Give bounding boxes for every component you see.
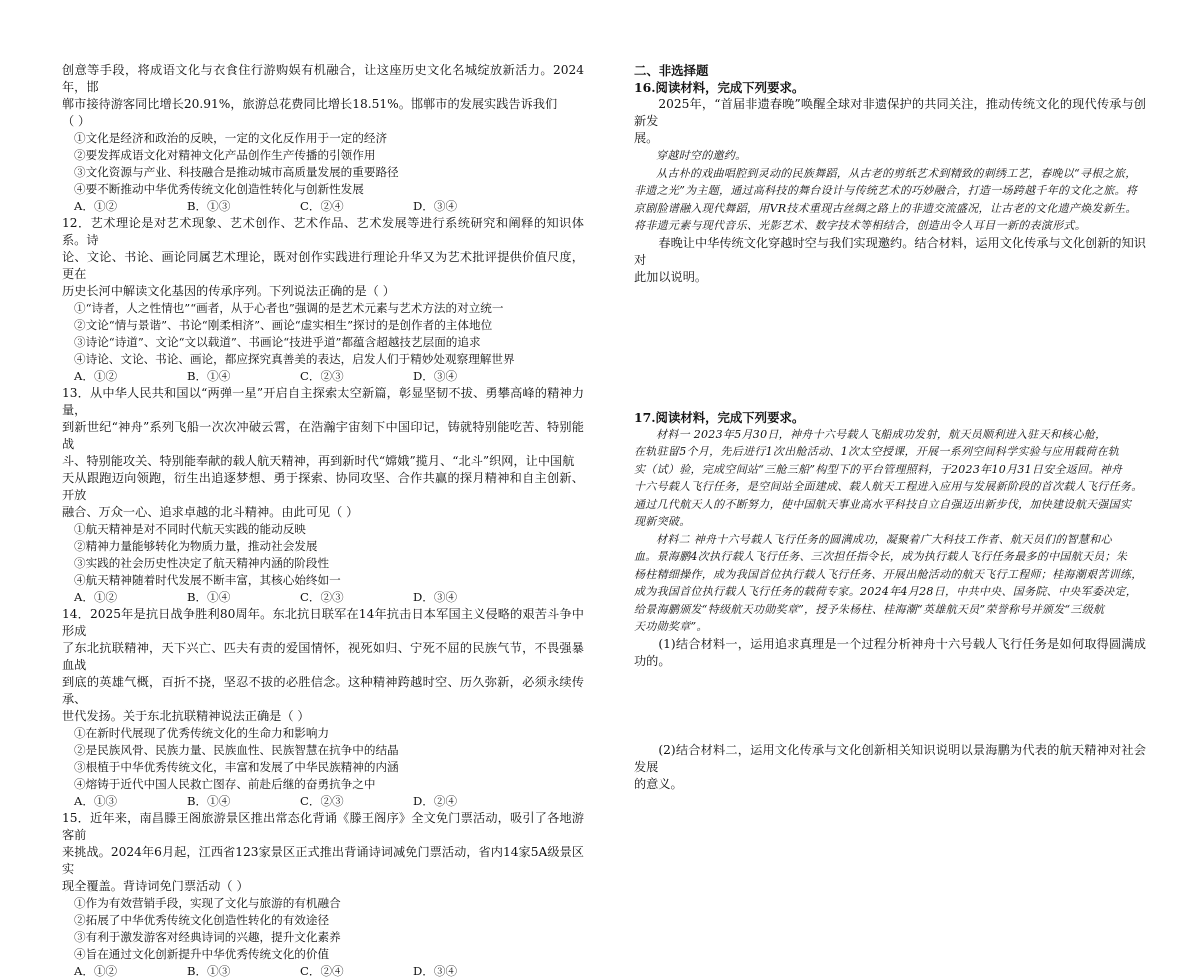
q17-material-line: 十六号载人飞行任务，是空间站全面建成、载人航天工程进入应用与发展新阶段的首次载人飞行任务。 [634, 480, 1143, 493]
q16-material [634, 147, 1146, 235]
q12-options [62, 300, 584, 368]
q17-sub2-line: 的意义。 [634, 776, 683, 791]
left-column [62, 62, 584, 980]
option: ③诗论“诗道”、文论“文以载道”、书画论“技进乎道”都蕴含超越技艺层面的追求 [74, 335, 481, 349]
answer-b: B．①④ [187, 590, 231, 604]
option: ②是民族风骨、民族力量、民族血性、民族智慧在抗争中的结晶 [74, 743, 399, 757]
q14-line: 了东北抗联精神，天下兴亡、匹夫有责的爱国情怀，视死如归、宁死不屈的民族气节，不畏强暴血战 [62, 641, 584, 672]
q14-line: 世代发扬。关于东北抗联精神说法正确是（ ） [62, 709, 310, 723]
option: ①“诗者，人之性情也”“画者，从于心者也”强调的是艺术元素与艺术方法的对立统一 [74, 301, 504, 315]
answer-b: B．①③ [187, 964, 231, 978]
option: ④旨在通过文化创新提升中华优秀传统文化的价值 [74, 947, 330, 961]
q13-line: 天从跟跑迈向领跑，衍生出追逐梦想、勇于探索、协同攻坚、合作共赢的探月精神和自主创新、开放 [62, 471, 584, 502]
q17-material-line: 实（试）验，完成空间站“三舱三船”构型下的平台管理照料，于2023年10月31日安全返回。神舟 [634, 462, 1123, 476]
q15-options [62, 895, 584, 963]
answer-d: D．③④ [413, 590, 458, 604]
option: ③根植于中华优秀传统文化，丰富和发展了中华民族精神的内涵 [74, 760, 399, 774]
option: ①文化是经济和政治的反映，一定的文化反作用于一定的经济 [74, 131, 388, 145]
q16-intro-line: 展。 [634, 131, 659, 145]
answer-c: C．②④ [300, 964, 344, 978]
q17-material-line: 成为我国首位执行载人飞行任务的载荷专家。2024年4月28日，中共中央、国务院、中央军委决定， [634, 585, 1138, 598]
q17-material-1 [634, 426, 1146, 531]
option: ②精神力量能够转化为物质力量，推动社会发展 [74, 539, 318, 553]
q17-material-line: 现新突破。 [634, 515, 691, 528]
right-column [634, 62, 1146, 793]
q17-material-line: 天功勋奖章”。 [634, 620, 708, 633]
q15-line: 现全覆盖。背诗词免门票活动（ ） [62, 879, 249, 893]
q12-line: 12．艺术理论是对艺术现象、艺术创作、艺术作品、艺术发展等进行系统研究和阐释的知识体系。诗 [62, 216, 584, 247]
q12-answers [62, 368, 584, 385]
q16-answer-space [634, 286, 1146, 409]
option: ④诗论、文论、书论、画论，都应探究真善美的表达，启发人们于精妙处观察理解世界 [74, 352, 515, 366]
answer-b: B．①③ [187, 199, 231, 213]
q14-stem [62, 606, 584, 725]
q14-line: 到底的英雄气概，百折不挠，坚忍不拔的必胜信念。这种精神跨越时空、历久弥新，必须永续传承、 [62, 675, 584, 706]
option: ①航天精神是对不同时代航天实践的能动反映 [74, 522, 306, 536]
answer-c: C．②③ [300, 794, 344, 808]
q16-material-line: 非遗之光”为主题，通过高科技的舞台设计与传统艺术的巧妙融合，打造一场跨越千年的文化之旅。将 [634, 184, 1138, 197]
option: ②拓展了中华优秀传统文化创造性转化的有效途径 [74, 913, 330, 927]
option: ②文论“情与景谐”、书论“刚柔相济”、画论“虚实相生”探讨的是创作者的主体地位 [74, 318, 493, 332]
option: ①作为有效营销手段，实现了文化与旅游的有机融合 [74, 896, 341, 910]
q16-question [634, 235, 1146, 286]
q17-sub2-line: (2)结合材料二，运用文化传承与文化创新相关知识说明以景海鹏为代表的航天精神对社会发展 [634, 742, 1146, 774]
q11-answers [62, 198, 584, 215]
q16-material-line: 将非遗元素与现代音乐、光影艺术、数字技术等相结合，创造出令人耳目一新的表演形式。 [634, 219, 1086, 232]
answer-b: B．①④ [187, 794, 231, 808]
q17-material-line: 给景海鹏颁发“特级航天功勋奖章”，授予朱杨柱、桂海潮“英雄航天员”荣誉称号并颁发“三级航 [634, 602, 1105, 616]
answer-d: D．③④ [413, 199, 458, 213]
q13-line: 到新世纪“神舟”系列飞船一次次冲破云霄，在浩瀚宇宙刻下中国印记，铸就特别能吃苦、特别能战 [62, 420, 584, 451]
q17-material-line: 在轨驻留5个月，先后进行1次出舱活动、1次太空授课，开展一系列空间科学实验与应用载荷在轨 [634, 445, 1120, 458]
q13-line: 斗、特别能攻关、特别能奉献的载人航天精神，再到新时代“嫦娥”揽月、“北斗”织网，让中国航 [62, 454, 575, 468]
q16-intro-line: 2025年，“首届非遗春晚”唤醒全球对非遗保护的共同关注，推动传统文化的现代传承与创新发 [634, 97, 1146, 128]
q17-material-line: 血。景海鹏4次执行载人飞行任务、三次担任指令长，成为执行载人飞行任务最多的中国航天员；朱 [634, 550, 1128, 563]
q16-question-line: 此加以说明。 [634, 269, 708, 284]
q17-material-line: 通过几代航天人的不断努力，使中国航天事业高水平科技自立自强迈出新步伐，加快建设航天强国实 [634, 497, 1132, 511]
option: ③有利于激发游客对经典诗词的兴趣，提升文化素养 [74, 930, 341, 944]
q15-line: 来挑战。2024年6月起，江西省123家景区正式推出背诵诗词减免门票活动，省内14家5A级景区实 [62, 845, 584, 876]
q11-line: 郸市接待游客同比增长20.91%，旅游总花费同比增长18.51%。邯郸市的发展实践告诉我们 [62, 97, 558, 111]
answer-d: D．③④ [413, 964, 458, 978]
answer-a: A．①② [74, 964, 118, 978]
option: ②要发挥成语文化对精神文化产品创作生产传播的引领作用 [74, 148, 376, 162]
q11-line: 创意等手段，将成语文化与衣食住行游购娱有机融合，让这座历史文化名城绽放新活力。2024年，邯 [62, 63, 584, 94]
q16-intro [634, 96, 1146, 147]
q17-title: 17.阅读材料，完成下列要求。 [634, 409, 805, 425]
answer-d: D．③④ [413, 369, 458, 383]
answer-c: C．②④ [300, 199, 344, 213]
answer-d: D．②④ [413, 794, 458, 808]
option: ④航天精神随着时代发展不断丰富，其核心始终如一 [74, 573, 341, 587]
q17-material-2 [634, 531, 1146, 636]
answer-a: A．①② [74, 590, 118, 604]
option: ①在新时代展现了优秀传统文化的生命力和影响力 [74, 726, 330, 740]
q16-material-line: 穿越时空的邀约。 [656, 149, 747, 162]
q17-material-line: 杨柱精细操作，成为我国首位执行载人飞行任务、开展出舱活动的航天飞行工程师；桂海潮艰苦训练， [634, 567, 1143, 581]
answer-c: C．②③ [300, 590, 344, 604]
answer-a: A．①③ [74, 794, 118, 808]
option: ④要不断推动中华优秀传统文化创造性转化与创新性发展 [74, 182, 364, 196]
q15-line: 15．近年来，南昌滕王阁旅游景区推出常态化背诵《滕王阁序》全文免门票活动，吸引了各地游客前 [62, 811, 584, 842]
q14-options [62, 725, 584, 793]
q13-line: 融合、万众一心、追求卓越的北斗精神。由此可见（ ） [62, 505, 359, 519]
q14-line: 14．2025年是抗日战争胜利80周年。东北抗日联军在14年抗击日本军国主义侵略的艰苦斗争中形成 [62, 607, 584, 638]
q11-stem [62, 62, 584, 130]
answer-c: C．②③ [300, 369, 344, 383]
answer-a: A．①② [74, 199, 118, 213]
q16-question-line: 春晚让中华传统文化穿越时空与我们实现邀约。结合材料，运用文化传承与文化创新的知识对 [634, 235, 1146, 267]
q17-answer-space-1 [634, 670, 1146, 742]
q12-stem [62, 215, 584, 300]
q11-options [62, 130, 584, 198]
q16-title: 16.阅读材料，完成下列要求。 [634, 80, 805, 95]
option: ③文化资源与产业、科技融合是推动城市高质量发展的重要路径 [74, 165, 399, 179]
option: ④熔铸于近代中国人民救亡图存、前赴后继的奋勇抗争之中 [74, 777, 376, 791]
q11-line: （ ） [62, 114, 91, 128]
q15-answers [62, 963, 584, 980]
q16-material-line: 从古朴的戏曲唱腔到灵动的民族舞蹈，从古老的剪纸艺术到精致的刺绣工艺，春晚以“寻根之旅， [656, 166, 1137, 180]
q17-material-line: 材料二 神舟十六号载人飞行任务的圆满成功，凝聚着广大科技工作者、航天员们的智慧和心 [656, 532, 1112, 546]
q16-material-line: 京剧脸谱融入现代舞蹈，用VR技术重现古丝绸之路上的非遗交流盛况，让古老的文化遗产焕发新生。 [634, 201, 1137, 215]
section-title: 二、非选择题 [634, 63, 709, 78]
answer-b: B．①④ [187, 369, 231, 383]
answer-a: A．①② [74, 369, 118, 383]
q14-answers [62, 793, 584, 810]
q12-line: 历史长河中解读文化基因的传承序列。下列说法正确的是（ ） [62, 284, 395, 298]
q17-subquestion-2 [634, 742, 1146, 793]
q13-answers [62, 589, 584, 606]
q17-material-line: 材料一 2023年5月30日，神舟十六号载人飞船成功发射，航天员顺利进入驻天和核心舱， [656, 427, 1107, 441]
q13-stem [62, 385, 584, 521]
option: ③实践的社会历史性决定了航天精神内涵的阶段性 [74, 556, 330, 570]
q13-options [62, 521, 584, 589]
q15-stem [62, 810, 584, 895]
q13-line: 13．从中华人民共和国以“两弹一星”开启自主探索太空新篇，彰显坚韧不拔、勇攀高峰的精神力量， [62, 386, 584, 417]
q12-line: 论、文论、书论、画论同属艺术理论，既对创作实践进行理论升华又为艺术批评提供价值尺度，更在 [62, 250, 584, 281]
q17-subquestion-1: (1)结合材料一，运用追求真理是一个过程分析神舟十六号载人飞行任务是如何取得圆满成功的。 [634, 636, 1146, 668]
